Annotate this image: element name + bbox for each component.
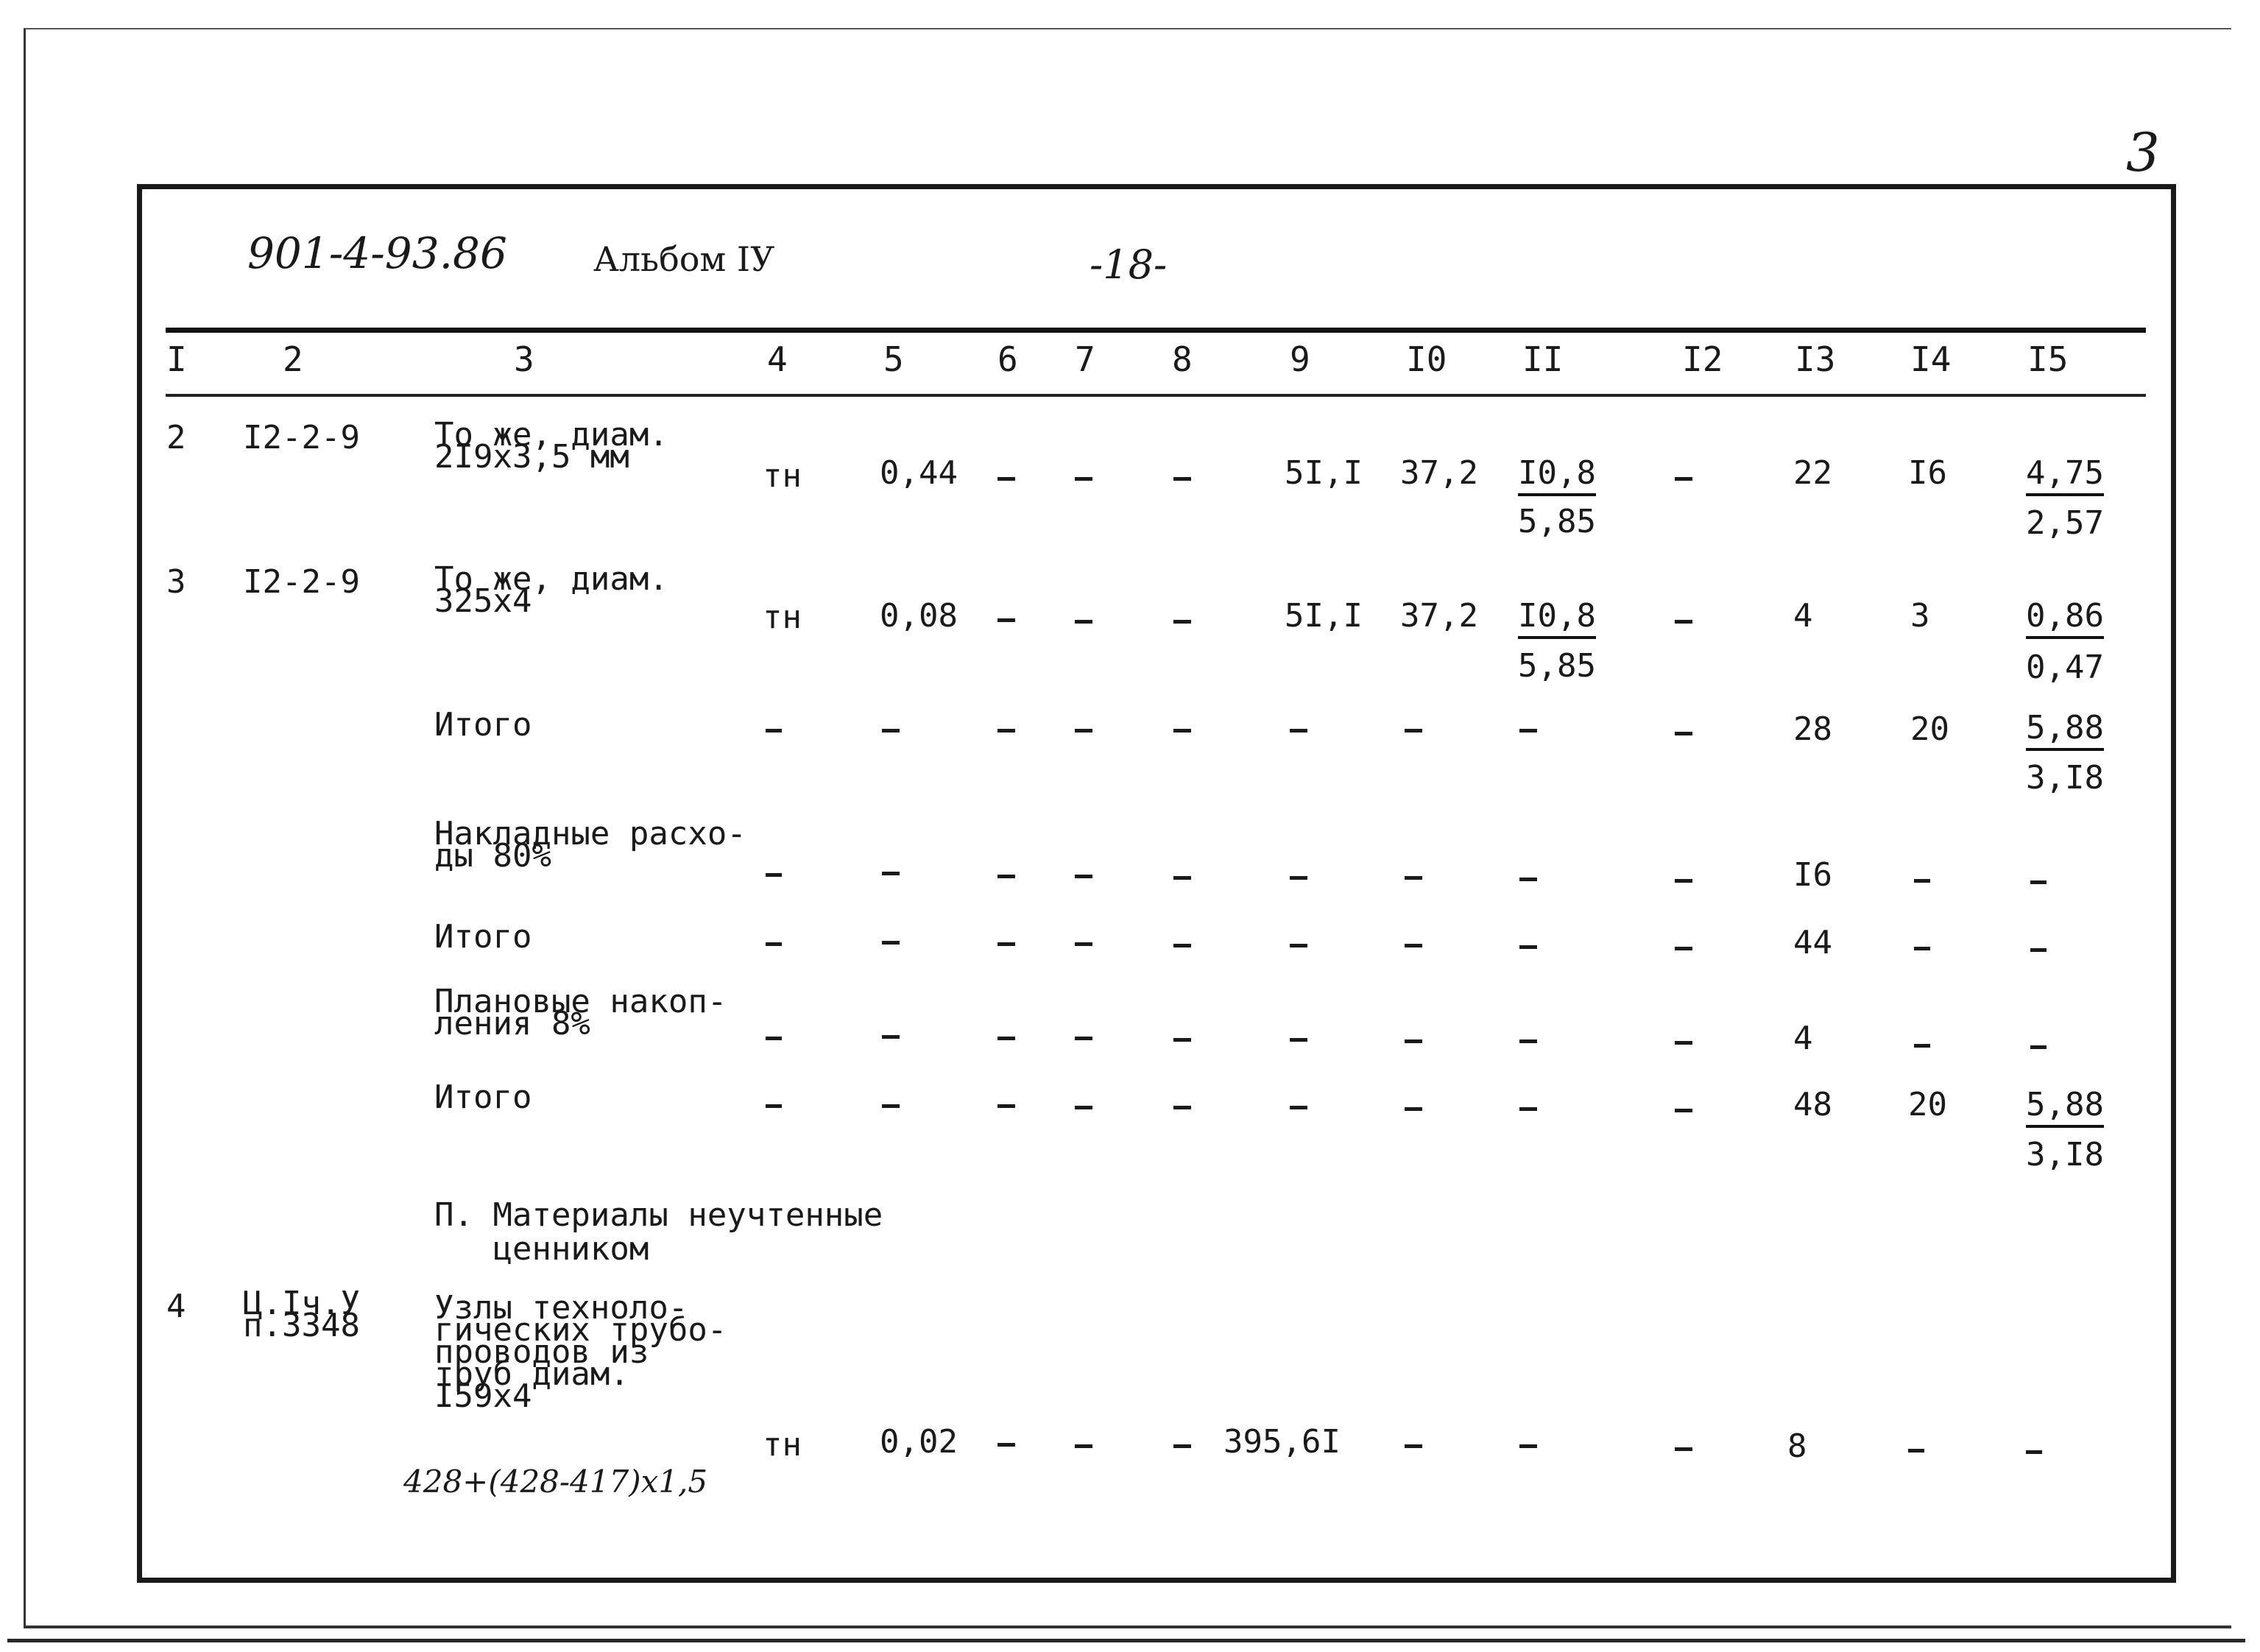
dash — [1075, 1037, 1092, 1040]
dash — [1173, 1106, 1191, 1109]
dash — [997, 477, 1015, 481]
dash — [1173, 1038, 1191, 1042]
dash — [1075, 729, 1092, 733]
dash — [1675, 620, 1692, 624]
dash — [766, 729, 782, 733]
dash — [997, 875, 1015, 878]
row2-number: 3 — [166, 563, 186, 601]
row1-number: 2 — [166, 419, 186, 456]
col-header-13: I3 — [1795, 339, 1836, 379]
row1-col15-bottom: 2,57 — [2026, 504, 2104, 542]
dash — [997, 1104, 1015, 1108]
handwritten-formula: 428+(428-417)x1,5 — [403, 1464, 708, 1500]
dash — [1075, 875, 1092, 878]
col-header-12: I2 — [1682, 339, 1723, 379]
row6-description: Плановые накоп- ления 8% — [434, 983, 727, 1042]
dash — [2030, 948, 2047, 952]
dash — [1519, 878, 1537, 881]
dash — [1519, 1107, 1537, 1111]
dash — [1075, 620, 1092, 624]
col-header-11: II — [1522, 339, 1564, 379]
row7-description: Итого — [434, 1079, 532, 1116]
row8-number: 4 — [166, 1288, 186, 1325]
dash — [1675, 1109, 1692, 1112]
col-header-14: I4 — [1910, 339, 1952, 379]
dash — [766, 942, 782, 946]
dash — [882, 729, 900, 733]
dash — [1675, 477, 1692, 481]
dash — [1519, 1444, 1537, 1448]
dash — [1405, 944, 1422, 947]
dash — [882, 941, 900, 945]
row1-description: То же, диам. 2I9x3,5 мм — [434, 416, 668, 476]
row2-col13: 4 — [1793, 597, 1813, 635]
row3-col13: 28 — [1793, 710, 1832, 748]
row8-code: Ц.Iч.У п.3348 — [243, 1285, 360, 1344]
dash — [1675, 947, 1692, 950]
row1-unit: тн — [763, 457, 802, 495]
dash — [1173, 876, 1191, 880]
row2-col10: 37,2 — [1400, 597, 1478, 635]
dash — [766, 873, 782, 877]
dash — [1075, 942, 1092, 946]
dash — [997, 942, 1015, 946]
dash — [1075, 1444, 1092, 1448]
row8-qty: 0,02 — [880, 1423, 958, 1461]
row2-col14: 3 — [1910, 597, 1930, 635]
row1-col11-top — [1518, 456, 1596, 490]
dash — [1675, 1447, 1692, 1451]
dash — [766, 1104, 782, 1108]
row2-col11-top-value: I0,8 — [1518, 597, 1596, 639]
document-code: 901-4-93.86 — [247, 228, 507, 278]
row8-description: Узлы техноло- гических трубо- проводов из труб диам. I59x4 — [434, 1289, 727, 1415]
dash — [1405, 1107, 1422, 1111]
dash — [997, 1443, 1015, 1447]
dash — [997, 1037, 1015, 1040]
header-rule-bottom — [166, 394, 2146, 397]
dash — [1675, 732, 1692, 735]
col-header-4: 4 — [767, 339, 788, 379]
dash — [1290, 1106, 1307, 1109]
row4-description: Накладные расхо- ды 80% — [434, 815, 746, 875]
dash — [1405, 1444, 1422, 1448]
sheet-number: -18- — [1090, 241, 1168, 288]
page-number: 3 — [2126, 121, 2160, 183]
dash — [1914, 879, 1930, 883]
row3-col14: 20 — [1910, 710, 1949, 748]
row7-col15-top — [2026, 1088, 2104, 1122]
row1-qty: 0,44 — [880, 454, 958, 492]
dash — [882, 1104, 900, 1108]
section-heading: П. Материалы неучтенные ценником — [434, 1196, 883, 1268]
row2-qty: 0,08 — [880, 597, 958, 635]
row2-unit: тн — [763, 599, 802, 636]
dash — [1173, 477, 1191, 481]
row1-col10: 37,2 — [1400, 454, 1478, 492]
row1-col15-top-value: 4,75 — [2026, 454, 2104, 496]
row7-col15-bottom: 3,I8 — [2026, 1136, 2104, 1173]
dash — [1675, 879, 1692, 883]
dash — [2030, 1045, 2047, 1049]
dash — [1405, 1039, 1422, 1043]
row1-col11-bottom: 5,85 — [1518, 503, 1596, 540]
dash — [1519, 945, 1537, 949]
row3-description: Итого — [434, 706, 532, 744]
row2-code: I2-2-9 — [243, 563, 360, 601]
dash — [1075, 1106, 1092, 1109]
dash — [1290, 1038, 1307, 1042]
row4-col13: I6 — [1793, 856, 1832, 894]
dash — [882, 1035, 900, 1039]
dash — [882, 872, 900, 875]
col-header-5: 5 — [883, 339, 904, 379]
header-rule-top — [166, 328, 2146, 333]
album-label: Альбом IУ — [593, 239, 775, 279]
row2-col11-bottom: 5,85 — [1518, 647, 1596, 685]
row7-col15-top-value: 5,88 — [2026, 1086, 2104, 1128]
row7-col13: 48 — [1793, 1086, 1832, 1123]
row5-description: Итого — [434, 918, 532, 956]
row1-col13: 22 — [1793, 454, 1832, 492]
dash — [2030, 880, 2047, 884]
dash — [997, 618, 1015, 622]
col-header-10: I0 — [1406, 339, 1447, 379]
col-header-7: 7 — [1075, 339, 1095, 379]
col-header-9: 9 — [1290, 339, 1310, 379]
dash — [1405, 876, 1422, 880]
row2-col15-top — [2026, 599, 2104, 633]
dash — [1908, 1449, 1924, 1452]
row2-col11-top — [1518, 599, 1596, 633]
dash — [1290, 729, 1307, 733]
row8-col9: 395,6I — [1223, 1423, 1341, 1461]
col-header-2: 2 — [283, 339, 303, 379]
row7-col14: 20 — [1908, 1086, 1947, 1123]
dash — [1075, 477, 1092, 481]
dash — [1173, 944, 1191, 947]
dash — [1914, 1044, 1930, 1048]
row8-col13: 8 — [1787, 1427, 1807, 1465]
dash — [1914, 947, 1930, 950]
row3-col15-top-value: 5,88 — [2026, 709, 2104, 751]
dash — [1519, 729, 1537, 733]
dash — [1173, 729, 1191, 733]
dash — [1675, 1041, 1692, 1045]
row5-col13: 44 — [1793, 924, 1832, 961]
row3-col15-bottom: 3,I8 — [2026, 759, 2104, 797]
dash — [2026, 1450, 2042, 1454]
row6-col13: 4 — [1793, 1020, 1813, 1057]
dash — [1519, 1039, 1537, 1043]
dash — [1173, 1444, 1191, 1448]
dash — [1405, 729, 1422, 733]
row1-col11-top-value: I0,8 — [1518, 454, 1596, 496]
row3-col15-top — [2026, 711, 2104, 745]
dash — [1290, 876, 1307, 880]
dash — [1173, 620, 1191, 624]
row1-col9: 5I,I — [1285, 454, 1363, 492]
row2-col15-top-value: 0,86 — [2026, 597, 2104, 639]
dash — [766, 1037, 782, 1040]
col-header-6: 6 — [997, 339, 1018, 379]
dash — [1290, 944, 1307, 947]
col-header-3: 3 — [514, 339, 534, 379]
dash — [997, 729, 1015, 733]
col-header-1: I — [166, 339, 187, 379]
row8-unit: тн — [763, 1426, 802, 1464]
row2-description: То же, диам. 325x4 — [434, 560, 668, 620]
row1-code: I2-2-9 — [243, 419, 360, 456]
row1-col14: I6 — [1908, 454, 1947, 492]
row2-col15-bottom: 0,47 — [2026, 649, 2104, 686]
col-header-15: I5 — [2027, 339, 2069, 379]
row1-col15-top — [2026, 456, 2104, 490]
bottom-rule — [7, 1639, 2245, 1642]
col-header-8: 8 — [1172, 339, 1193, 379]
row2-col9: 5I,I — [1285, 597, 1363, 635]
